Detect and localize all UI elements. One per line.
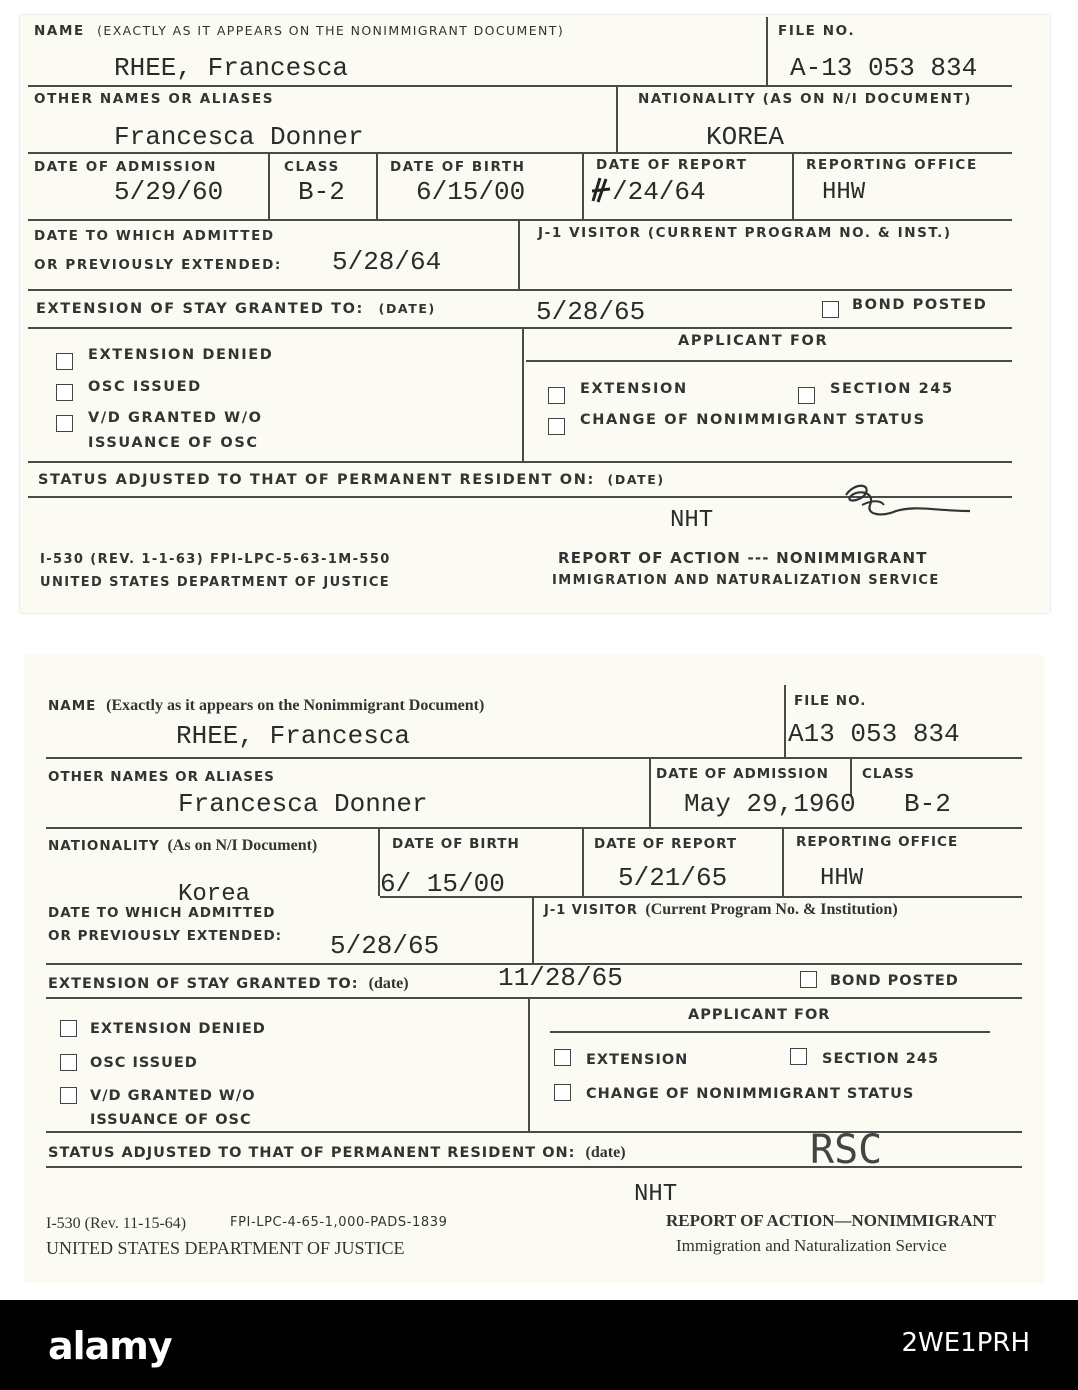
app-section-245-label: SECTION 245 <box>830 381 954 397</box>
extension-denied-checkbox[interactable] <box>60 1020 77 1037</box>
extension-date-label: (date) <box>368 975 409 992</box>
initials-stamp: NHT <box>670 507 714 534</box>
nationality-value: Korea <box>178 881 251 908</box>
dob-label: DATE OF BIRTH <box>390 159 526 175</box>
admission-value: 5/29/60 <box>114 177 224 207</box>
name-label-sub: (Exactly as it appears on the Nonimmigrant Document) <box>106 697 485 714</box>
app-change-status-checkbox[interactable] <box>548 418 565 435</box>
extension-denied-label: EXTENSION DENIED <box>90 1021 266 1037</box>
admitted-value: 5/28/65 <box>330 931 440 961</box>
applicant-for-label: APPLICANT FOR <box>688 1007 831 1023</box>
report-card-1964 <box>20 15 1050 613</box>
admitted-value: 5/28/64 <box>332 247 442 277</box>
report-of-action: REPORT OF ACTION --- NONIMMIGRANT <box>558 549 928 567</box>
status-date-label: (DATE) <box>607 472 665 487</box>
rule <box>582 154 584 219</box>
report-date-value: 5/21/65 <box>618 863 728 893</box>
admission-label: DATE OF ADMISSION <box>34 159 218 175</box>
vd-granted-label-2: ISSUANCE OF OSC <box>88 435 259 451</box>
osc-issued-checkbox[interactable] <box>60 1054 77 1071</box>
app-section-245-checkbox[interactable] <box>798 387 815 404</box>
app-change-status-checkbox[interactable] <box>554 1084 571 1101</box>
rule <box>526 360 1012 362</box>
rule <box>550 1031 990 1033</box>
rule <box>376 154 378 219</box>
osc-issued-checkbox[interactable] <box>56 384 73 401</box>
rule <box>46 827 1022 829</box>
applicant-for-label: APPLICANT FOR <box>678 333 829 349</box>
extension-granted-value: 11/28/65 <box>498 963 623 993</box>
rule <box>518 221 520 289</box>
report-of-action: REPORT OF ACTION—NONIMMIGRANT <box>666 1211 996 1230</box>
office-label: REPORTING OFFICE <box>806 157 978 173</box>
rule <box>766 17 768 85</box>
report-date-label: DATE OF REPORT <box>594 836 738 852</box>
nationality-label: NATIONALITY (As on N/I Document) <box>48 837 318 854</box>
dob-value: 6/ 15/00 <box>380 869 505 899</box>
vd-granted-label: V/D GRANTED W/O <box>88 410 263 426</box>
rule <box>532 898 534 963</box>
class-label: CLASS <box>284 159 340 175</box>
other-names-value: Francesca Donner <box>114 122 364 152</box>
report-card-1965 <box>24 655 1044 1283</box>
rule <box>28 327 1012 329</box>
rule <box>28 289 1012 291</box>
rule <box>28 219 1012 221</box>
image-id: 2WE1PRH <box>901 1328 1030 1358</box>
admission-value: May 29,1960 <box>684 789 856 819</box>
vd-granted-checkbox[interactable] <box>56 415 73 432</box>
report-date-label: DATE OF REPORT <box>596 157 748 173</box>
rule <box>268 154 270 219</box>
other-names-value: Francesca Donner <box>178 789 428 819</box>
rule <box>522 329 524 461</box>
app-extension-checkbox[interactable] <box>554 1049 571 1066</box>
nationality-label-sub: (As on N/I Document) <box>167 837 318 854</box>
extension-granted-value: 5/28/65 <box>536 297 646 327</box>
extension-date-label: (DATE) <box>378 301 436 316</box>
nationality-label: NATIONALITY (AS ON N/I DOCUMENT) <box>638 91 973 107</box>
ins-service: IMMIGRATION AND NATURALIZATION SERVICE <box>552 573 940 588</box>
admitted-label-2: OR PREVIOUSLY EXTENDED: <box>48 928 283 944</box>
class-value: B-2 <box>298 177 345 207</box>
name-label-sub: (EXACTLY AS IT APPEARS ON THE NONIMMIGRANT DOCUMENT) <box>97 23 565 38</box>
app-section-245-label: SECTION 245 <box>822 1051 940 1067</box>
rule <box>649 759 651 827</box>
name-label: NAME (EXACTLY AS IT APPEARS ON THE NONIMMIGRANT DOCUMENT) <box>34 23 565 39</box>
alamy-logo: alamy <box>48 1324 172 1368</box>
nationality-value: KOREA <box>706 122 785 152</box>
report-date-value: /24/64 <box>612 177 706 207</box>
rule <box>616 87 618 152</box>
file-no-value: A-13 053 834 <box>790 53 978 83</box>
handwritten-initials <box>836 475 976 525</box>
status-stamp: RSC <box>810 1127 883 1173</box>
j1-visitor-label: J-1 VISITOR (Current Program No. & Institution) <box>544 901 898 918</box>
ins-service: Immigration and Naturalization Service <box>676 1236 947 1255</box>
j1-visitor-label: J-1 VISITOR (CURRENT PROGRAM NO. & INST.) <box>538 225 952 241</box>
other-names-label: OTHER NAMES OR ALIASES <box>48 769 275 785</box>
rule <box>782 829 784 896</box>
status-adjusted-label: STATUS ADJUSTED TO THAT OF PERMANENT RESIDENT ON: (DATE) <box>38 472 665 488</box>
watermark-bar <box>0 1300 1078 1390</box>
vd-granted-checkbox[interactable] <box>60 1087 77 1104</box>
status-adjusted-label: STATUS ADJUSTED TO THAT OF PERMANENT RESIDENT ON: (date) <box>48 1144 626 1161</box>
bond-posted-label: BOND POSTED <box>852 297 988 313</box>
department: UNITED STATES DEPARTMENT OF JUSTICE <box>46 1238 405 1258</box>
rule <box>28 152 1012 154</box>
extension-denied-checkbox[interactable] <box>56 353 73 370</box>
name-value: RHEE, Francesca <box>176 721 411 751</box>
status-date-label: (date) <box>585 1144 626 1161</box>
office-value: HHW <box>822 179 866 206</box>
form-code: FPI-LPC-4-65-1,000-PADS-1839 <box>230 1215 448 1230</box>
rule <box>582 829 584 896</box>
office-value: HHW <box>820 865 864 892</box>
rule <box>528 999 530 1131</box>
rule <box>46 757 1022 759</box>
name-label: NAME (Exactly as it appears on the Nonimmigrant Document) <box>48 697 485 714</box>
app-extension-checkbox[interactable] <box>548 387 565 404</box>
app-extension-label: EXTENSION <box>586 1052 689 1068</box>
dob-value: 6/15/00 <box>416 177 526 207</box>
dob-label: DATE OF BIRTH <box>392 836 520 852</box>
admitted-label-1: DATE TO WHICH ADMITTED <box>48 905 276 921</box>
rule <box>792 154 794 219</box>
rule <box>46 997 1022 999</box>
j1-visitor-sub: (Current Program No. & Institution) <box>645 901 898 918</box>
admitted-label-1: DATE TO WHICH ADMITTED <box>34 228 275 244</box>
app-section-245-checkbox[interactable] <box>790 1048 807 1065</box>
bond-posted-checkbox[interactable] <box>822 301 839 318</box>
department: UNITED STATES DEPARTMENT OF JUSTICE <box>40 575 391 590</box>
class-value: B-2 <box>904 789 951 819</box>
app-change-status-label: CHANGE OF NONIMMIGRANT STATUS <box>586 1086 915 1102</box>
rule <box>28 461 1012 463</box>
overwritten-mark <box>590 175 612 205</box>
office-label: REPORTING OFFICE <box>796 834 959 850</box>
bond-posted-label: BOND POSTED <box>830 973 959 989</box>
bond-posted-checkbox[interactable] <box>800 971 817 988</box>
app-change-status-label: CHANGE OF NONIMMIGRANT STATUS <box>580 412 926 428</box>
class-label: CLASS <box>862 766 915 782</box>
admitted-label-2: OR PREVIOUSLY EXTENDED: <box>34 257 282 273</box>
file-no-label: FILE NO. <box>778 23 856 39</box>
osc-issued-label: OSC ISSUED <box>90 1055 198 1071</box>
form-number: I-530 (Rev. 11-15-64) <box>46 1215 187 1232</box>
admission-label: DATE OF ADMISSION <box>656 766 829 782</box>
osc-issued-label: OSC ISSUED <box>88 379 202 395</box>
extension-denied-label: EXTENSION DENIED <box>88 347 274 363</box>
extension-granted-label: EXTENSION OF STAY GRANTED TO: (DATE) <box>36 301 436 317</box>
other-names-label: OTHER NAMES OR ALIASES <box>34 91 275 107</box>
file-no-label: FILE NO. <box>794 693 867 709</box>
name-value: RHEE, Francesca <box>114 53 349 83</box>
file-no-value: A13 053 834 <box>788 719 960 749</box>
vd-granted-label-2: ISSUANCE OF OSC <box>90 1112 252 1128</box>
app-extension-label: EXTENSION <box>580 381 688 397</box>
vd-granted-label: V/D GRANTED W/O <box>90 1088 256 1104</box>
rule <box>784 685 786 757</box>
initials-stamp: NHT <box>634 1181 678 1208</box>
rule <box>28 85 1012 87</box>
form-number: I-530 (REV. 1-1-63) FPI-LPC-5-63-1M-550 <box>40 552 391 567</box>
extension-granted-label: EXTENSION OF STAY GRANTED TO: (date) <box>48 975 409 992</box>
